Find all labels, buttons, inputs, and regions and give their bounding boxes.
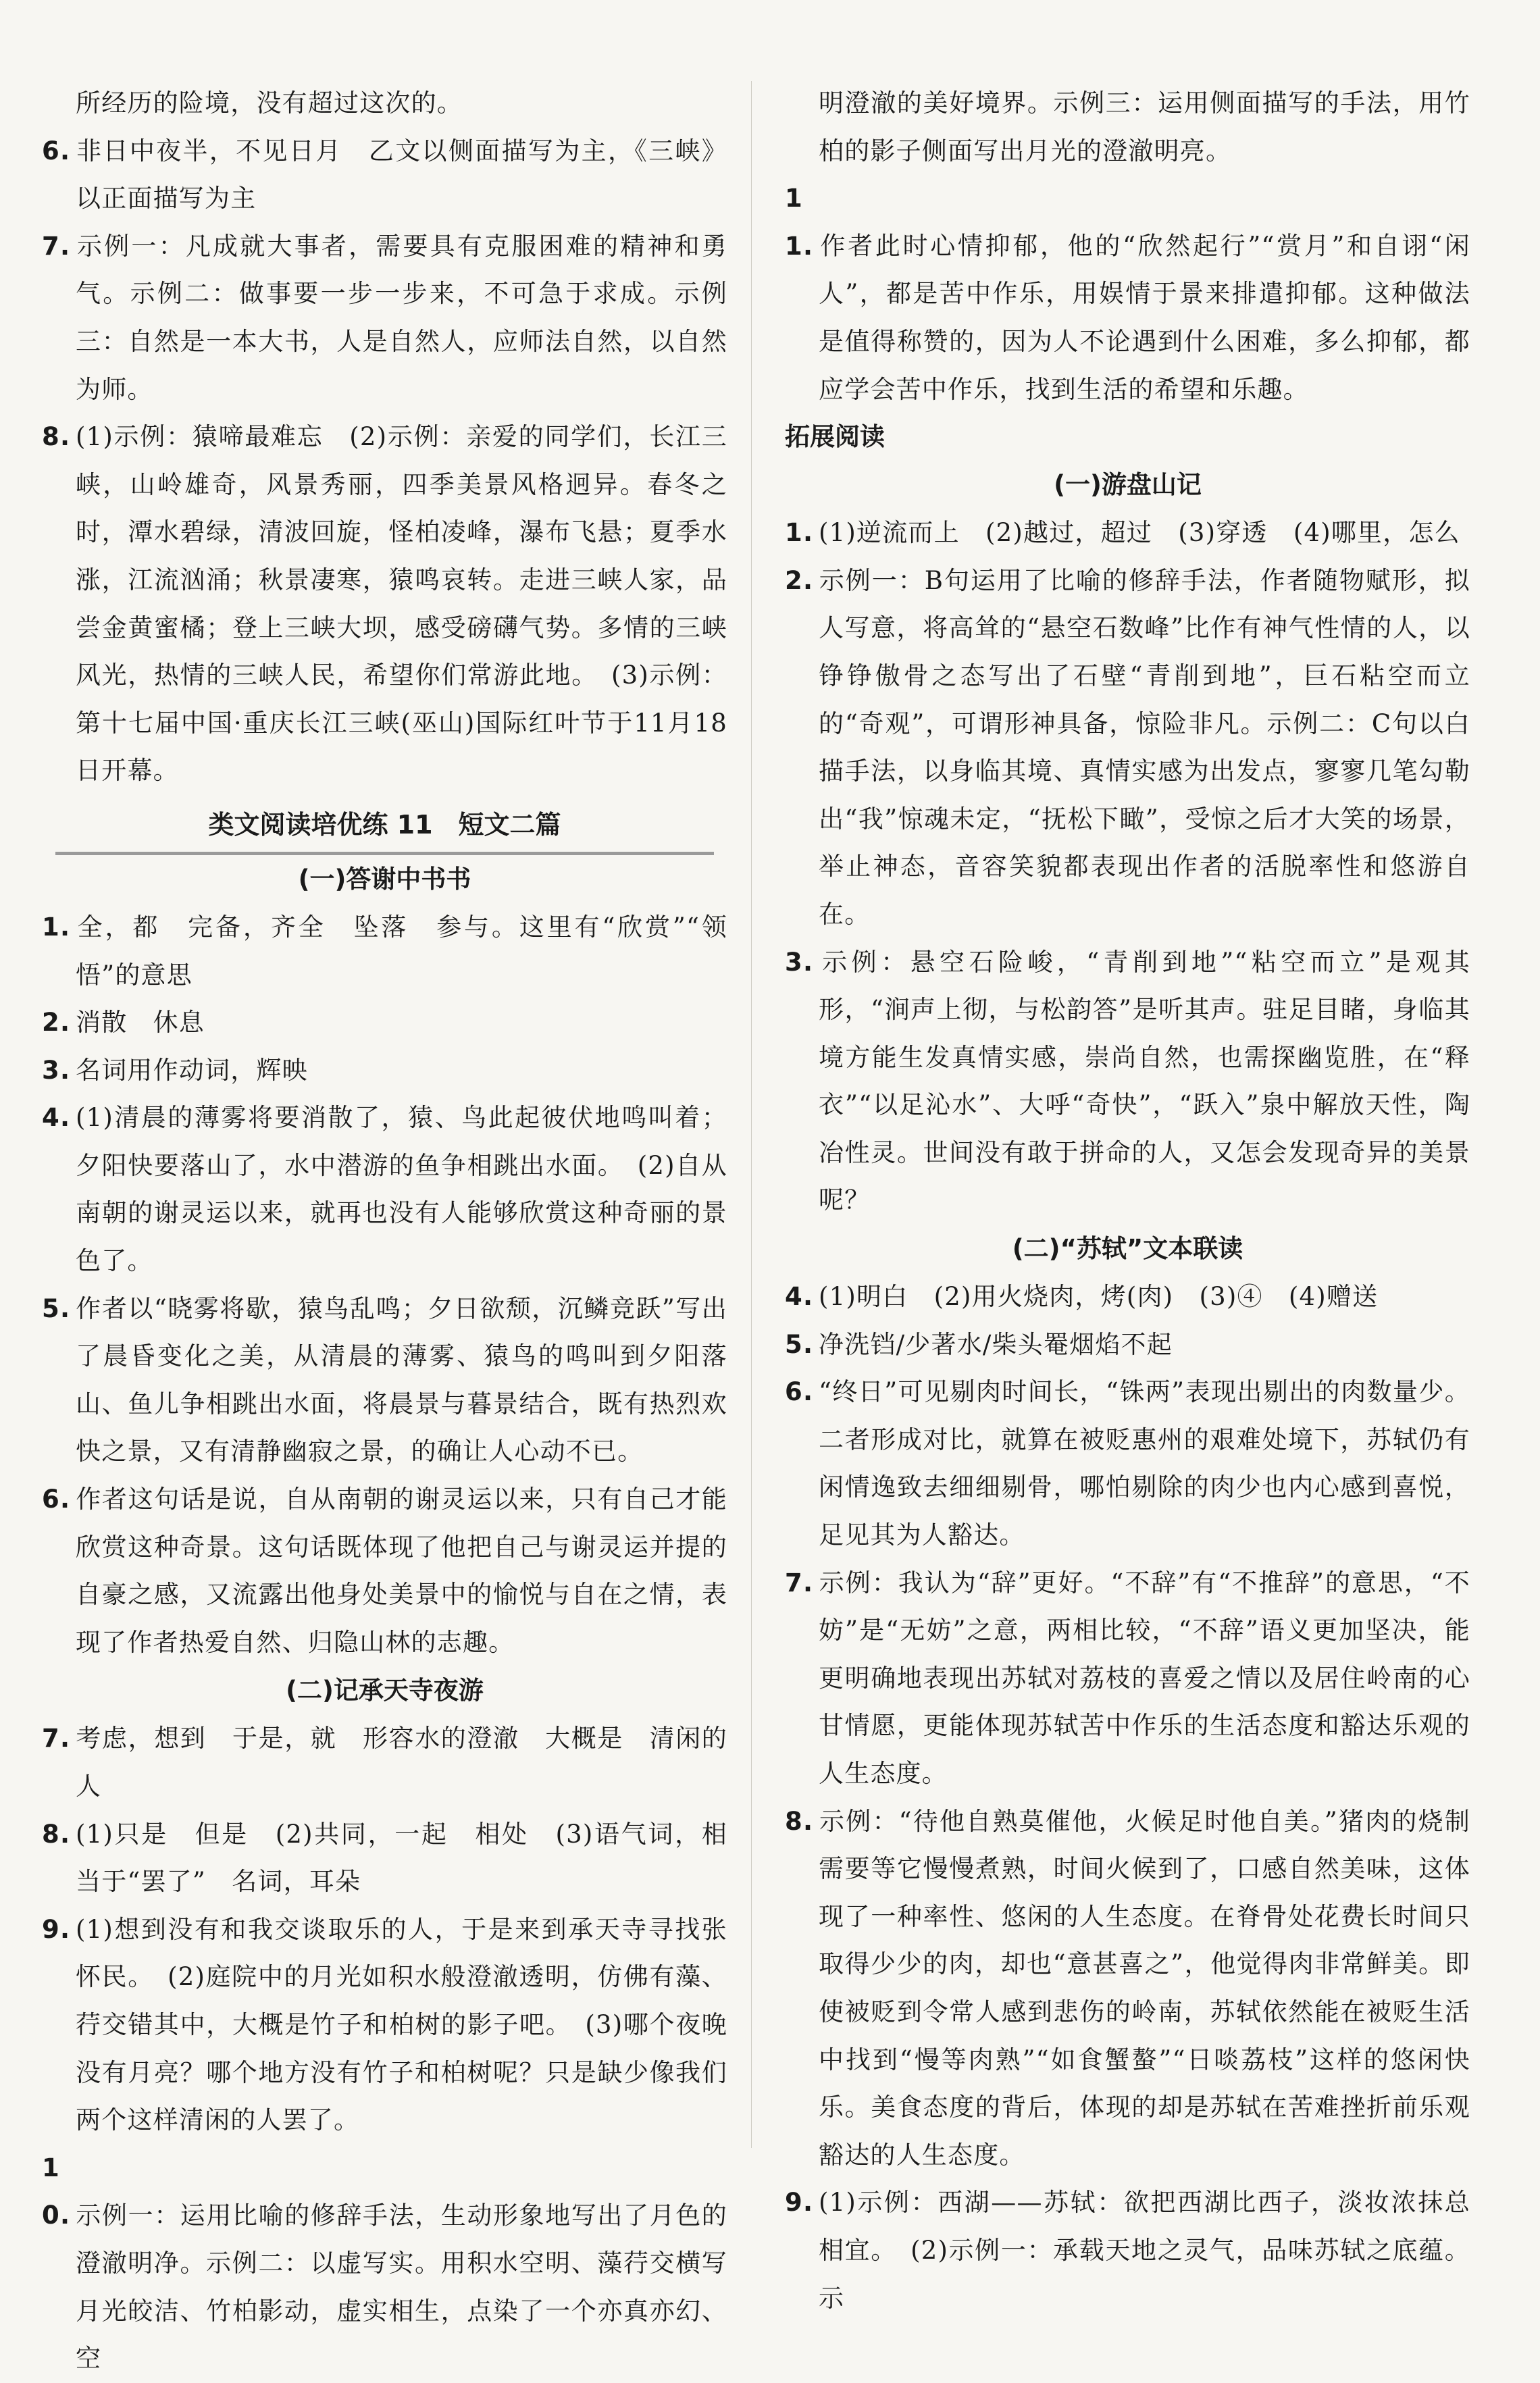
answer-number: 10. [42,2153,71,2230]
answer-text: (1)逆流而上 (2)越过，超过 (3)穿透 (4)哪里，怎么 [819,518,1460,548]
answer-number: 6. [785,1377,814,1407]
answer-text: “终日”可见剔肉时间长，“铢两”表现出剔出的肉数量少。二者形成对比，就算在被贬惠州的艰难处境下，苏轼仍有闲情逸致去细细剔骨，哪怕剔除的肉少也内心感到喜悦，足见其为人豁达。 [819,1377,1470,1550]
answer-number: 1. [42,912,71,942]
answer-item [42,1285,727,1476]
section-title-2: (二)“苏轼”文本联读 [1012,1234,1243,1264]
answer-text: 消散 休息 [76,1008,205,1037]
answer-number: 11. [785,184,814,261]
answer-item [785,557,1470,939]
answer-item [42,128,727,223]
answer-text: (1)明白 (2)用火烧肉，烤(肉) (3)④ (4)赠送 [819,1282,1379,1312]
answer-number: 8. [785,1806,814,1836]
continued-text: 明澄澈的美好境界。示例三：运用侧面描写的手法，用竹柏的影子侧面写出月光的澄澈明亮。 [819,88,1470,165]
answer-number: 8. [42,422,71,452]
answer-number: 9. [785,2188,814,2218]
answer-text: 作者此时心情抑郁，他的“欣然起行”“赏月”和自诩“闲人”，都是苦中作乐，用娱情于景来排遣抑郁。这种做法是值得称赞的，因为人不论遇到什么困难，多么抑郁，都应学会苦中作乐，找到生活的希望和乐趣。 [819,231,1470,404]
answer-number: 9. [42,1914,71,1944]
answer-list-2 [785,509,1470,1225]
left-column [42,80,727,2383]
answer-number: 3. [42,1055,71,1085]
answer-number: 2. [42,1008,71,1037]
answer-item [785,1798,1470,2180]
answer-text: 全，都 完备，齐全 坠落 参与。这里有“欣赏”“领悟”的意思 [76,912,727,990]
answer-text: (1)想到没有和我交谈取乐的人，于是来到承天寺寻找张怀民。 (2)庭院中的月光如积水般澄澈透明，仿佛有藻、荇交错其中，大概是竹子和柏树的影子吧。 (3)哪个夜晚没有月亮？哪个地方没有竹子和柏树呢？只是缺少像我们两个这样清闲的人罢了。 [76,1914,727,2135]
answer-item [42,2145,727,2383]
answer-text: (1)示例：猿啼最难忘 (2)示例：亲爱的同学们，长江三峡，山岭雄奇，风景秀丽，四季美景风格迥异。春冬之时，潭水碧绿，清波回旋，怪柏凌峰，瀑布飞悬；夏季水涨，江流汹涌；秋景凄寒，猿鸣哀转。走进三峡人家，品尝金黄蜜橘；登上三峡大坝，感受磅礴气势。多情的三峡风光，热情的三峡人民，希望你们常游此地。 (3)示例：第十七届中国·重庆长江三峡(巫山)国际红叶节于11月18日开幕。 [76,422,727,786]
answer-item [785,509,1470,557]
answer-item [42,413,727,795]
answer-item [785,1560,1470,1798]
answer-item [42,904,727,999]
exercise-title: 类文阅读培优练 11 短文二篇 [55,799,714,855]
answer-number: 4. [42,1103,71,1133]
answer-item [785,1273,1470,1321]
answer-text: 作者这句话是说，自从南朝的谢灵运以来，只有自己才能欣赏这种奇景。这句话既体现了他把自己与谢灵运并提的自豪之感，又流露出他身处美景中的愉悦与自在之情，表现了作者热爱自然、归隐山林的志趣。 [76,1485,727,1657]
answer-text: 考虑，想到 于是，就 形容水的澄澈 大概是 清闲的人 [76,1724,727,1801]
answer-item [42,1811,727,1906]
answer-number: 7. [42,231,71,261]
answer-number: 7. [785,1568,814,1597]
answer-number: 7. [42,1724,71,1753]
section-title-1: (一)游盘山记 [1054,470,1202,500]
answer-list-3 [42,1715,727,2382]
answer-text: 示例一：凡成就大事者，需要具有克服困难的精神和勇气。示例二：做事要一步一步来，不可急于求成。示例三：自然是一本大书，人是自然人，应师法自然，以自然为师。 [76,231,727,404]
answer-item [42,999,727,1047]
answer-item [42,223,727,413]
answer-item [785,1368,1470,1559]
answer-text: 示例一：运用比喻的修辞手法，生动形象地写出了月色的澄澈明净。示例二：以虚写实。用积水空明、藻荇交横写月光皎洁、竹柏影动，虚实相生，点染了一个亦真亦幻、空 [76,2201,727,2374]
answer-number: 4. [785,1282,814,1312]
answer-text: 示例：我认为“辞”更好。“不辞”有“不推辞”的意思，“不妨”是“无妨”之意，两相比较，“不辞”语义更加坚决，能更明确地表现出苏轼对荔枝的喜爱之情以及居住岭南的心甘情愿，更能体现苏轼苦中作乐的生活态度和豁达乐观的人生态度。 [819,1568,1470,1788]
answer-text: 非日中夜半，不见日月 乙文以侧面描写为主，《三峡》以正面描写为主 [76,136,727,213]
answer-item [42,1906,727,2145]
answer-text: 名词用作动词，辉映 [76,1055,308,1085]
answer-item [42,1047,727,1095]
section-title-2: (二)记承天寺夜游 [286,1676,484,1706]
answer-number: 6. [42,136,71,165]
answer-item [42,1094,727,1285]
answer-item [42,1476,727,1666]
answer-text: (1)示例：西湖——苏轼：欲把西湖比西子，淡妆浓抹总相宜。 (2)示例一：承载天地之灵气，品味苏轼之底蕴。示 [819,2188,1470,2313]
answer-list-3 [785,1273,1470,2322]
answer-list-1 [42,128,727,795]
answer-text: 作者以“晓雾将歇，猿鸟乱鸣；夕日欲颓，沉鳞竞跃”写出了晨昏变化之美，从清晨的薄雾、猿鸟的鸣叫到夕阳落山、鱼儿争相跳出水面，将晨景与暮景结合，既有热烈欢快之景，又有清静幽寂之景，的确让人心动不已。 [76,1293,727,1466]
answer-number: 5. [785,1329,814,1359]
answer-text: 示例一：B句运用了比喻的修辞手法，作者随物赋形，拟人写意，将高耸的“悬空石数峰”比作有神气性情的人，以铮铮傲骨之态写出了石壁“青削到地”，巨石粘空而立的“奇观”，可谓形神具备，惊险非凡。示例二：C句以白描手法，以身临其境、真情实感为出发点，寥寥几笔勾勒出“我”惊魂未定，“抚松下瞰”，受惊之后才大笑的场景，举止神态，音容笑貌都表现出作者的活脱率性和悠游自在。 [819,565,1470,929]
answer-item [785,939,1470,1225]
continued-text: 所经历的险境，没有超过这次的。 [76,88,463,118]
answer-list-2 [42,904,727,1667]
answer-item [785,175,1470,413]
answer-text: 示例：悬空石险峻，“青削到地”“粘空而立”是观其形，“涧声上彻，与松韵答”是听其声。驻足目睹，身临其境方能生发真情实感，崇尚自然，也需探幽览胜，在“释衣”“以足沁水”、大呼“奇快”，“跃入”泉中解放天性，陶冶性灵。世间没有敢于拼命的人，又怎会发现奇异的美景呢？ [819,947,1470,1215]
answer-item [785,2179,1470,2322]
answer-text: (1)只是 但是 (2)共同，一起 相处 (3)语气词，相当于“罢了” 名词，耳朵 [76,1819,727,1897]
answer-text: 净洗铛/少著水/柴头罨烟焰不起 [819,1329,1173,1359]
extended-reading-title: 拓展阅读 [785,422,885,452]
answer-text: 示例：“待他自熟莫催他，火候足时他自美。”猪肉的烧制需要等它慢慢煮熟，时间火候到了，口感自然美味，这体现了一种率性、悠闲的人生态度。在脊骨处花费长时间只取得少少的肉，却也“意甚喜之”，他觉得肉非常鲜美。即使被贬到令常人感到悲伤的岭南，苏轼依然能在被贬生活中找到“慢等肉熟”“如食蟹螯”“日啖荔枝”这样的悠闲快乐。美食态度的背后，体现的却是苏轼在苦难挫折前乐观豁达的人生态度。 [819,1806,1470,2170]
answer-number: 8. [42,1819,71,1849]
right-column [785,80,1470,2322]
answer-item [785,1321,1470,1369]
answer-text: (1)清晨的薄雾将要消散了，猿、鸟此起彼伏地鸣叫着；夕阳快要落山了，水中潜游的鱼争相跳出水面。 (2)自从南朝的谢灵运以来，就再也没有人能够欣赏这种奇丽的景色了。 [76,1103,727,1276]
answer-number: 1. [785,518,814,548]
answer-number: 6. [42,1485,71,1514]
column-divider [751,81,752,2148]
answer-item [42,1715,727,1810]
answer-number: 2. [785,565,814,595]
section-title-1: (一)答谢中书书 [298,864,471,894]
answer-number: 3. [785,947,814,977]
answer-number: 5. [42,1293,71,1323]
answer-list-1 [785,175,1470,413]
